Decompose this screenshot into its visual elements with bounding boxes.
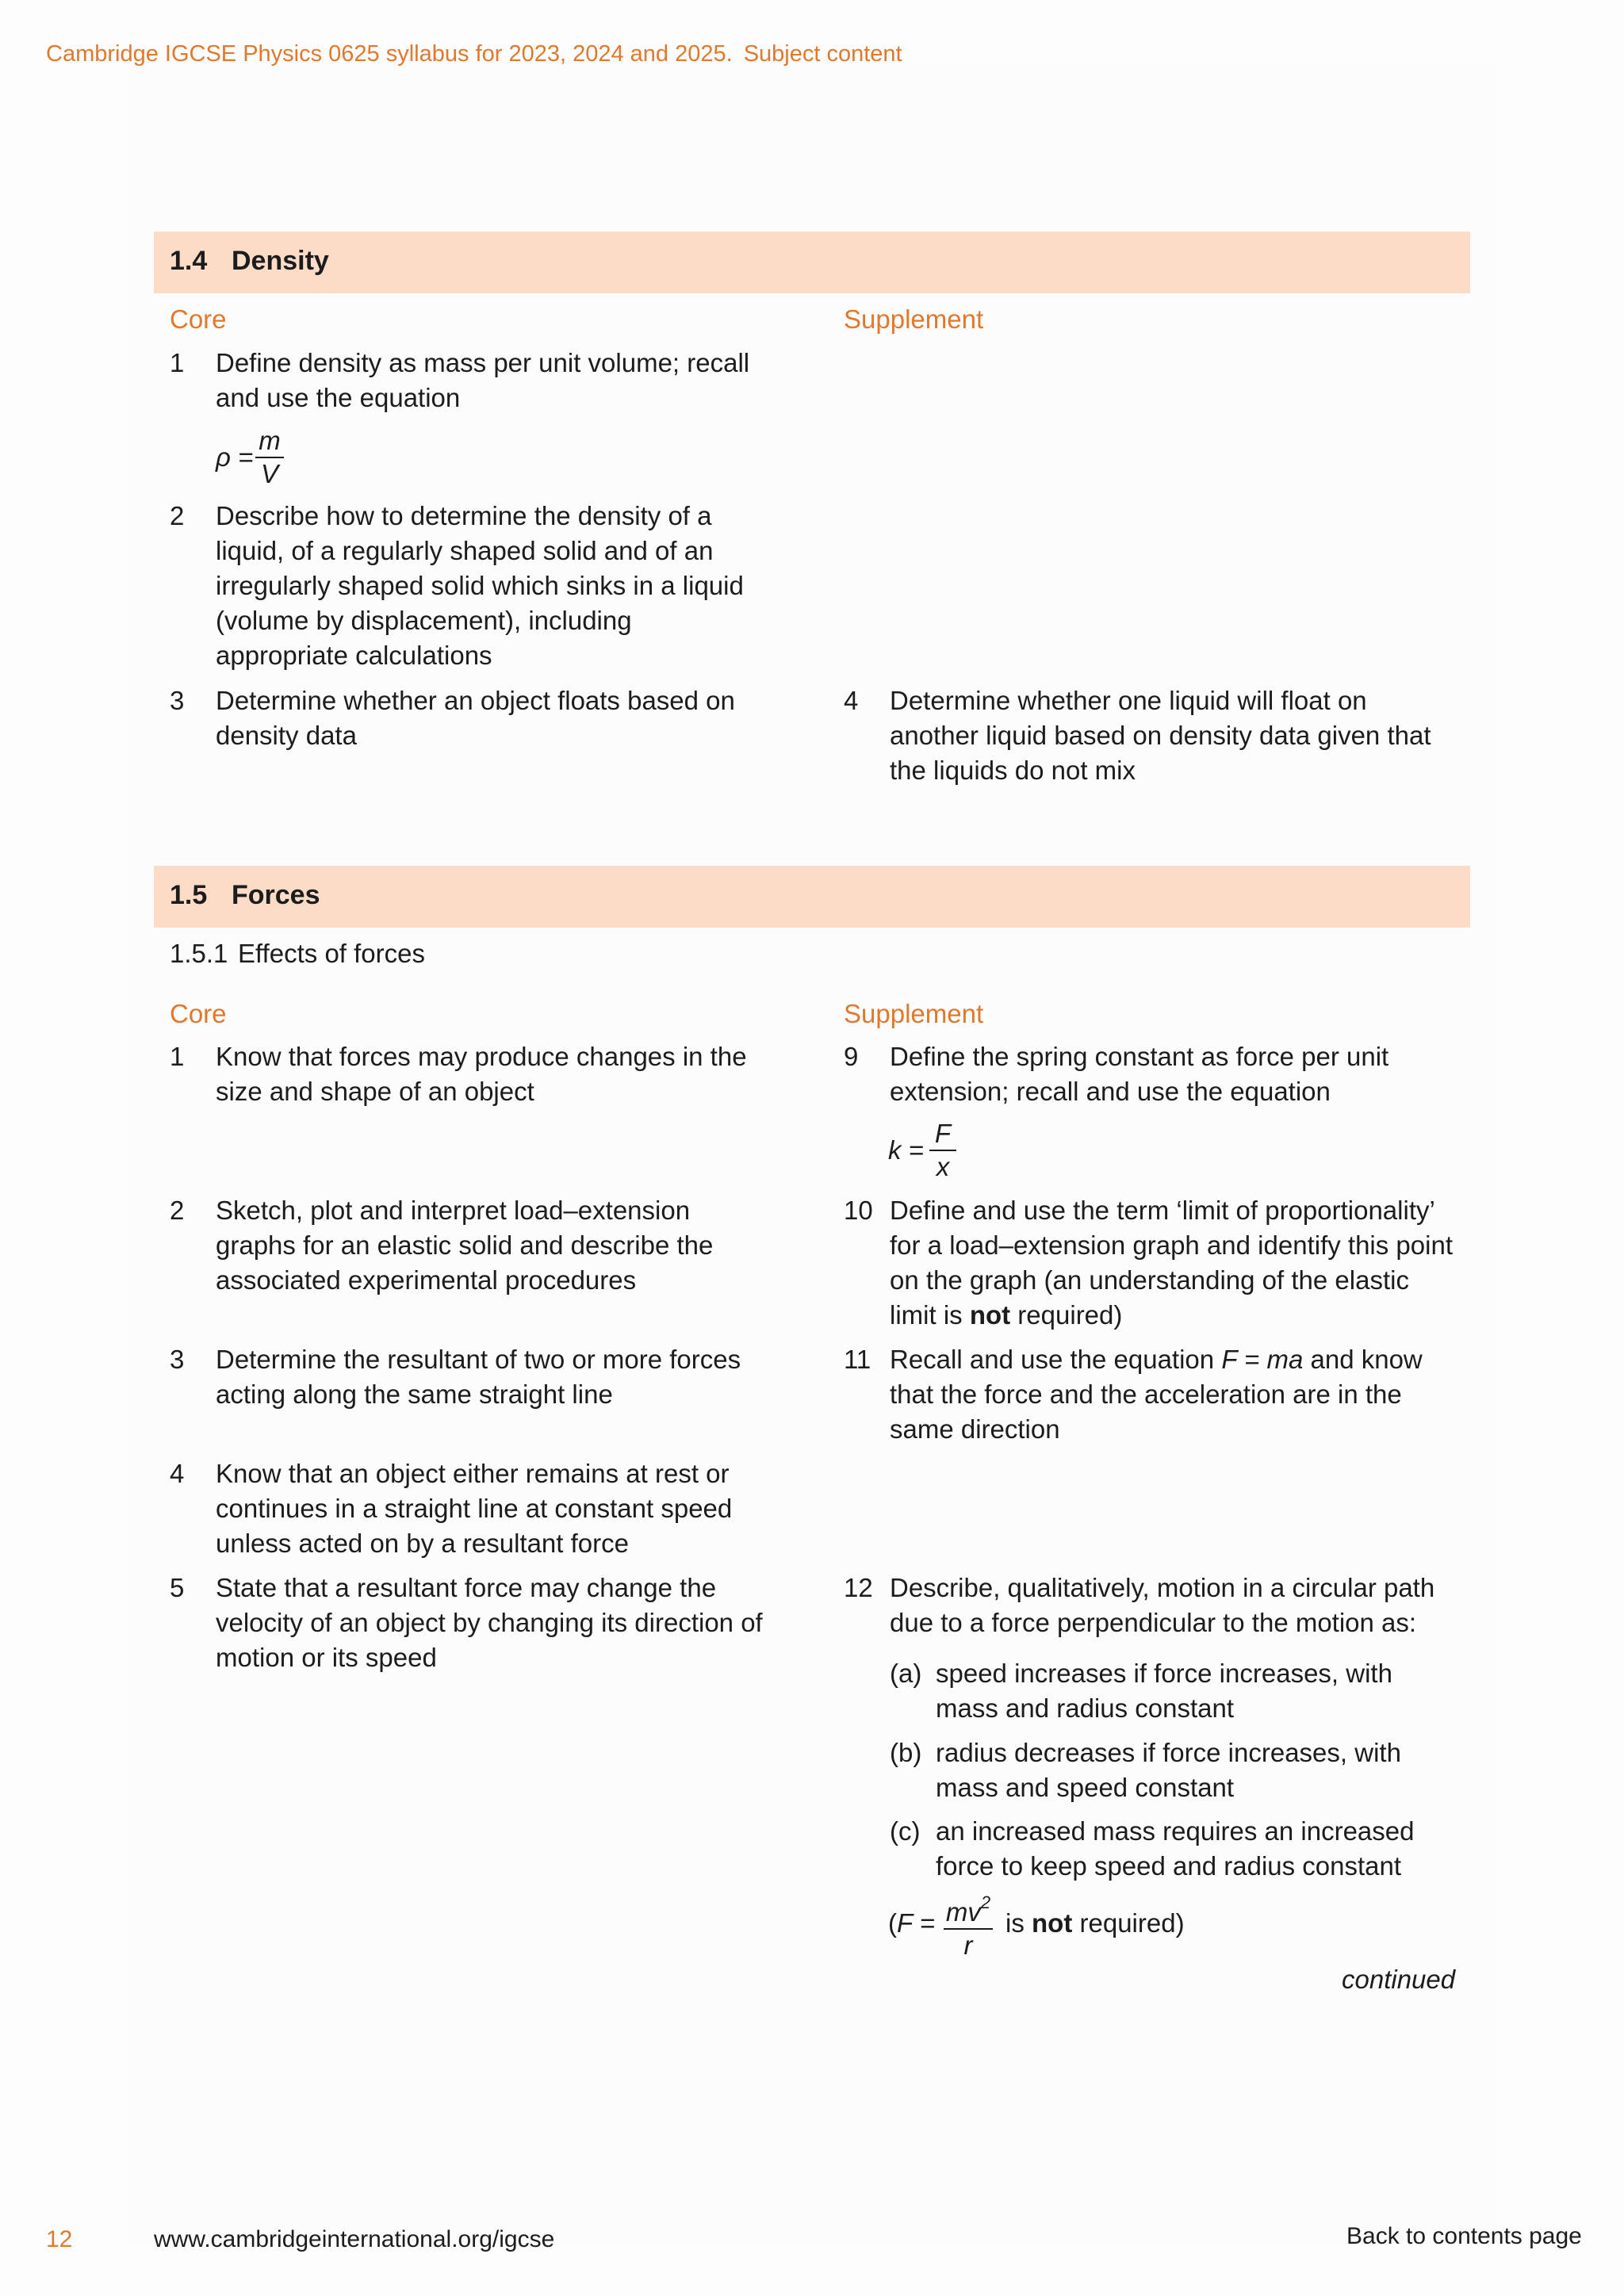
item-number: 3	[170, 1345, 185, 1374]
formula-fraction	[942, 1890, 994, 1961]
section-title: Forces	[232, 880, 320, 910]
formula-denominator: r	[963, 1931, 973, 1960]
section-number: 1.4	[170, 246, 208, 276]
sub-item-label: (a)	[890, 1659, 922, 1688]
item-text: Describe, qualitatively, motion in a circular path due to a force perpendicular to the motion as:	[890, 1573, 1435, 1637]
item-text: Determine whether an object floats based on density data	[216, 686, 735, 750]
formula-numerator: F	[934, 1119, 952, 1148]
item-number: 2	[170, 501, 185, 530]
item-number: 3	[170, 686, 185, 715]
item-text	[890, 1342, 1453, 1447]
supplement-heading: Supplement	[844, 304, 984, 334]
page-number: 12	[46, 2226, 73, 2252]
section-band-density	[154, 232, 1470, 293]
sub-item-label: (c)	[890, 1816, 921, 1846]
formula-open	[888, 1908, 935, 1938]
formula-lhs: ρ =	[216, 442, 254, 472]
item-text: Know that an object either remains at rest or continues in a straight line at constant speed unless acted on by a resultant force	[216, 1459, 733, 1558]
exponent: 2	[980, 1892, 991, 1912]
item-number: 4	[844, 686, 859, 715]
item-text: Know that forces may produce changes in the size and shape of an object	[216, 1042, 747, 1106]
running-header	[46, 41, 902, 67]
formula-numerator	[942, 1890, 994, 1928]
item-text: Determine the resultant of two or more forces acting along the same straight line	[216, 1345, 741, 1409]
text-part: is	[1005, 1908, 1025, 1938]
section-title: Density	[232, 246, 329, 276]
item-number: 10	[844, 1196, 873, 1225]
core-heading: Core	[170, 304, 227, 334]
text-part: and know that the force and the acceleration are in the same direction	[890, 1345, 1423, 1444]
item-number: 5	[170, 1573, 185, 1602]
item-number: 1	[170, 1042, 185, 1071]
item-text: Define density as mass per unit volume; recall and use the equation	[216, 348, 750, 412]
item-number: 9	[844, 1042, 859, 1071]
item-number: 1	[170, 348, 185, 377]
formula-fraction	[928, 1118, 958, 1183]
subsection-heading	[170, 939, 425, 969]
formula-denominator: V	[260, 459, 278, 488]
sub-item-text: speed increases if force increases, with mass and radius constant	[936, 1659, 1392, 1723]
website-link[interactable]: www.cambridgeinternational.org/igcse	[154, 2226, 555, 2252]
back-to-contents-link[interactable]: Back to contents page	[1346, 2223, 1582, 2249]
section-title-forces	[170, 880, 320, 911]
inline-equation: F = ma	[1221, 1345, 1304, 1374]
bold-text: not	[1032, 1908, 1073, 1938]
open-paren: (	[888, 1908, 897, 1938]
item-text: Describe how to determine the density of a liquid, of a regularly shaped solid and of an irregularly shaped solid which sinks in a liquid (volume by displacement), including appropriate calculations	[216, 501, 744, 670]
formula-lhs: k =	[888, 1135, 924, 1165]
section-name: Subject content	[743, 41, 902, 67]
continued-label: continued	[1342, 1965, 1456, 1994]
item-text	[890, 1193, 1453, 1333]
formula-denominator: x	[936, 1152, 950, 1181]
sub-item-text: radius decreases if force increases, with mass and speed constant	[936, 1738, 1401, 1802]
item-number: 4	[170, 1459, 185, 1488]
subsection-title: Effects of forces	[238, 939, 425, 968]
text-part: Define and use the term ‘limit of proportionality’ for a load–extension graph and identify this point on the graph (an understanding of the elastic limit is	[890, 1196, 1453, 1330]
item-number: 2	[170, 1196, 185, 1225]
syllabus-title: Cambridge IGCSE Physics 0625 syllabus for 2023, 2024 and 2025.	[46, 41, 733, 67]
formula-tail	[1005, 1908, 1185, 1938]
numerator-text: mv	[945, 1897, 981, 1927]
formula-numerator: m	[259, 426, 281, 455]
item-number: 11	[844, 1345, 871, 1374]
core-heading: Core	[170, 999, 227, 1028]
text-part: required)	[1079, 1908, 1185, 1938]
formula-lhs: F =	[897, 1908, 936, 1938]
formula-fraction	[254, 425, 285, 490]
subsection-number: 1.5.1	[170, 939, 228, 968]
sub-item-text: an increased mass requires an increased force to keep speed and radius constant	[936, 1816, 1415, 1881]
text-part: Recall and use the equation	[890, 1345, 1222, 1374]
bold-text: not	[969, 1300, 1011, 1330]
item-text: Define the spring constant as force per unit extension; recall and use the equation	[890, 1042, 1389, 1106]
item-text: Sketch, plot and interpret load–extension graphs for an elastic solid and describe the associated experimental procedures	[216, 1196, 714, 1295]
item-text: Determine whether one liquid will float on another liquid based on density data given that the liquids do not mix	[890, 686, 1431, 785]
section-number: 1.5	[170, 880, 208, 910]
text-part: required)	[1010, 1300, 1123, 1330]
item-number: 12	[844, 1573, 873, 1602]
item-text: State that a resultant force may change the velocity of an object by changing its direction of motion or its speed	[216, 1573, 763, 1672]
section-title-density	[170, 246, 329, 277]
sub-item-label: (b)	[890, 1738, 922, 1767]
supplement-heading: Supplement	[844, 999, 984, 1028]
section-band-forces	[154, 866, 1470, 928]
